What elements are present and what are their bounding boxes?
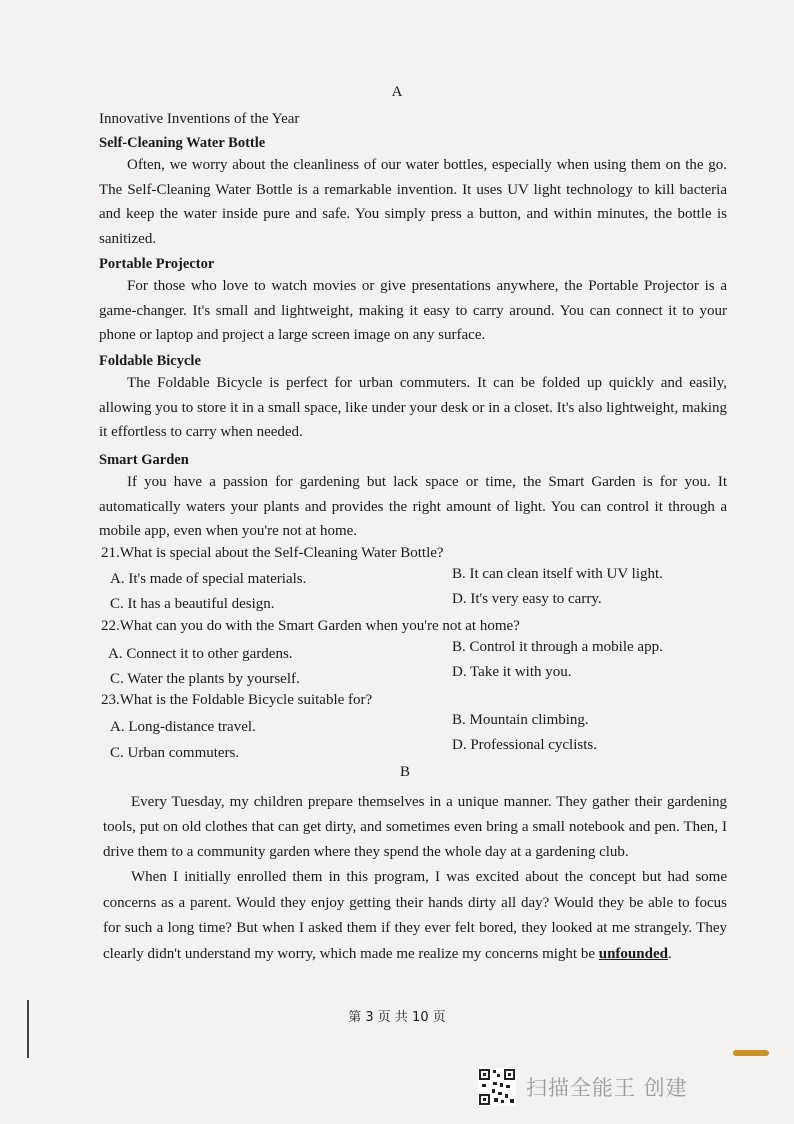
heading-foldable-bicycle: Foldable Bicycle <box>99 353 201 369</box>
section-b-paragraph-1: Every Tuesday, my children prepare themselves in a unique manner. They gather their gardening tools, put on old clothes that can get dirty, and sometimes even bring a small notebook and pen. Then, I drive them to a community garden where they spend the whole day at a gardening club. <box>103 794 727 860</box>
q21-option-c: C. It has a beautiful design. <box>110 596 275 612</box>
q21-option-d: D. It's very easy to carry. <box>452 591 602 607</box>
question-23: 23.What is the Foldable Bicycle suitable for? <box>101 692 373 708</box>
qr-code-icon <box>478 1068 516 1106</box>
q22-option-a: A. Connect it to other gardens. <box>108 646 293 662</box>
q21-option-b: B. It can clean itself with UV light. <box>452 566 663 582</box>
underlined-word: unfounded <box>598 945 668 962</box>
paragraph-portable-projector: For those who love to watch movies or give presentations anywhere, the Portable Projector is a game-changer. It's small and lightweight, making it easy to carry around. You can connect it to your phone or laptop and project a large screen image on any surface. <box>99 278 727 343</box>
q22-option-c: C. Water the plants by yourself. <box>110 671 300 687</box>
scanner-watermark: 扫描全能王 创建 <box>526 1076 688 1100</box>
paragraph-smart-garden: If you have a passion for gardening but lack space or time, the Smart Garden is for you. It automatically waters your plants and provides the right amount of light. You can control it through a mobile app, even when you're not at home. <box>99 474 727 539</box>
question-21: 21.What is special about the Self-Cleaning Water Bottle? <box>101 545 444 561</box>
paragraph-2-end: . <box>667 945 672 962</box>
section-b-paragraph-2 <box>103 865 727 967</box>
passage-title: Innovative Inventions of the Year <box>99 111 300 127</box>
q22-option-d: D. Take it with you. <box>452 664 572 680</box>
section-a-letter: A <box>391 84 403 100</box>
q23-option-d: D. Professional cyclists. <box>452 737 597 753</box>
margin-line <box>27 1000 29 1058</box>
q23-option-a: A. Long-distance travel. <box>110 719 256 735</box>
paragraph-self-cleaning-bottle: Often, we worry about the cleanliness of our water bottles, especially when using them on the go. The Self-Cleaning Water Bottle is a remarkable invention. It uses UV light technology to kill bacteria and keep the water inside pure and safe. You simply press a button, and within minutes, the bottle is sanitized. <box>99 157 727 247</box>
q23-option-c: C. Urban commuters. <box>110 745 240 761</box>
q22-option-b: B. Control it through a mobile app. <box>452 639 663 655</box>
question-22: 22.What can you do with the Smart Garden when you're not at home? <box>101 618 520 634</box>
heading-self-cleaning-bottle: Self-Cleaning Water Bottle <box>99 135 266 151</box>
heading-portable-projector: Portable Projector <box>99 256 215 272</box>
section-b-letter: B <box>399 764 410 780</box>
q23-option-b: B. Mountain climbing. <box>452 712 589 728</box>
paragraph-2-text: When I initially enrolled them in this program, I was excited about the concept but had some concerns as a parent. Would they enjoy getting their hands dirty all day? Would they be able to focus for such a long time? But when I asked them if they ever felt bored, they looked at me strangely. They clearly didn't understand my worry, which made me realize my concerns might be <box>103 869 727 962</box>
paragraph-foldable-bicycle: The Foldable Bicycle is perfect for urban commuters. It can be folded up quickly and easily, allowing you to store it in a small space, like under your desk or in a closet. It's also lightweight, making it effortless to carry when needed. <box>99 375 727 440</box>
page-number: 第 3 页 共 10 页 <box>348 1010 446 1025</box>
heading-smart-garden: Smart Garden <box>99 452 189 468</box>
q21-option-a: A. It's made of special materials. <box>110 571 307 587</box>
corner-mark <box>733 1050 769 1056</box>
